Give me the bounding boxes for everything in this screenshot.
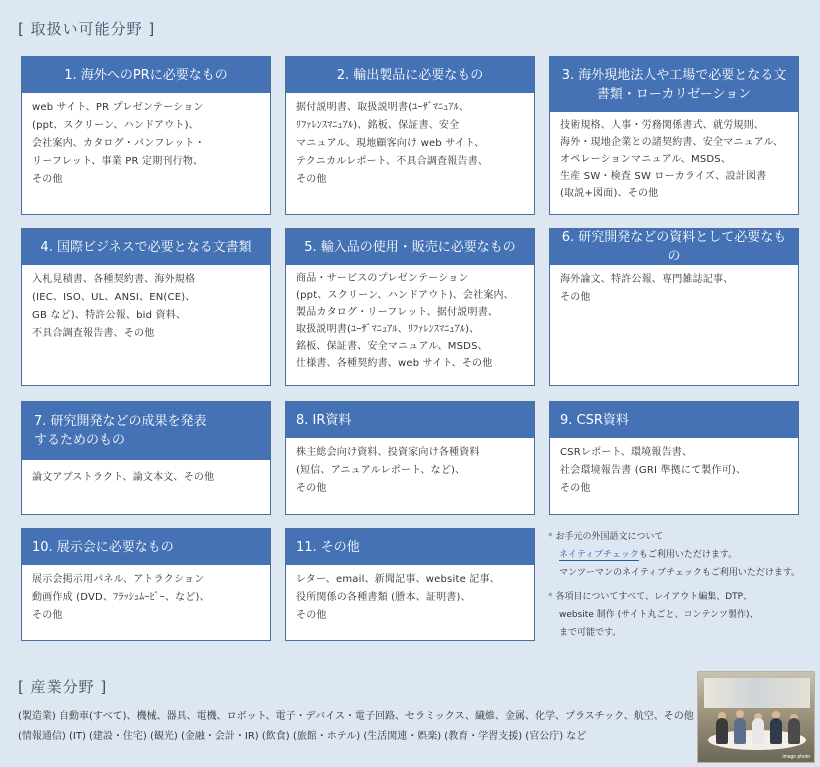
note-1-line-3: マンツーマンのネイティブチェックもご利用いただけます。 [559,568,801,578]
card-export [285,56,535,215]
card-body: 入札見積書、各種契約書、海外規格 (IEC、ISO、UL、ANSI、EN(CE)、 GB など)、特許公報、bid 資料、 不具合調査報告書、その他 [32,274,196,339]
card-body: レター、email、新聞記事、website 記事、 役所関係の各種書類 (謄本、証明書)、 その他 [296,574,500,621]
card-research-results [21,401,271,515]
note-2-line-2: website 制作 (サイト丸ごと、コンテンツ製作)、 [559,610,759,620]
note-text: お手元の外国語文について [555,532,664,542]
card-other [285,528,535,641]
photo-person [770,718,782,744]
card-body: 商品・サービスのプレゼンテーション (ppt、スクリーン、ハンドアウト)、会社案内、 製品カタログ・リーフレット、据付説明書、 取扱説明書(ﾕｰｻﾞﾏﾆｭｱﾙ、ﾘﾌｧﾚﾝｽﾏﾆｭｱﾙ)、 銘板、保証書、安全マニュアル、MSDS、 仕様書、各種契約書、web サイト、その他 [296,273,514,369]
photo-head [736,710,744,718]
card-body: 据付説明書、取扱説明書(ﾕｰｻﾞﾏﾆｭｱﾙ、 ﾘﾌｧﾚﾝｽﾏﾆｭｱﾙ)、銘板、保証書、安全 マニュアル、現地顧客向け web サイト、 テクニカルレポート、不具合調査報告書、 その他 [296,102,489,185]
asterisk-marker: * [548,592,553,602]
industry-list [18,707,694,747]
card-title: 9. CSR資料 [550,402,798,438]
asterisk-marker: * [548,532,553,542]
card-body: 論文アブストラクト、論文本文、その他 [32,472,215,483]
card-title: 1. 海外へのPRに必要なもの [22,57,270,93]
card-title: 3. 海外現地法人や工場で必要となる文書類・ローカリゼーション [550,57,798,112]
card-pr [21,56,271,215]
photo-window [704,678,810,708]
section-title-handling: [ 取扱い可能分野 ] [18,20,156,38]
card-body: CSRレポート、環境報告書、 社会環境報告書 (GRI 準拠にて製作可)、 その他 [560,447,747,494]
photo-person [788,718,800,744]
industry-line-2: (情報通信) (IT) (建設・住宅) (観光) (金融・会計・IR) (飲食) (旅館・ホテル) (生活関連・娯楽) (教育・学習支援) (官公庁) など [18,731,587,742]
photo-person [752,718,764,744]
meeting-photo [697,671,815,763]
note-1-line-2 [548,546,816,564]
card-title: 4. 国際ビジネスで必要となる文書類 [22,229,270,265]
card-title: 11. その他 [286,529,534,565]
card-overseas [549,56,799,215]
card-business [21,228,271,386]
card-csr [549,401,799,515]
industry-line-1: (製造業) 自動車(すべて)、機械、器具、電機、ロボット、電子・デバイス・電子回路、セラミックス、繊維、金属、化学、プラスチック、航空、その他 [18,711,694,722]
card-body: 技術規格、人事・労務関係書式、就労規則、 海外・現地企業との諸契約書、安全マニュアル、 オペレーションマニュアル、MSDS、 生産 SW・検査 SW ローカライズ、設計図書 (取説+図面)、その他 [560,120,784,199]
note-text: もご利用いただけます。 [638,550,738,560]
card-body: 海外論文、特許公報、専門雑誌記事、 その他 [560,274,734,303]
note-1-line-1 [548,528,816,546]
photo-person [716,718,728,744]
card-body: 株主総会向け資料、投資家向け各種資料 (短信、アニュアルレポート、など)、 その他 [296,447,480,494]
note-2-line-3: まで可能です。 [559,628,622,638]
note-2-line-1 [548,588,816,606]
photo-credit: image photo [782,754,810,760]
photo-person [734,718,746,744]
card-title: 5. 輸入品の使用・販売に必要なもの [286,229,534,265]
card-title: 6. 研究開発などの資料として必要なもの [550,229,798,265]
section-title-industry: [ 産業分野 ] [18,678,108,696]
card-title: 2. 輸出製品に必要なもの [286,57,534,93]
card-title: 10. 展示会に必要なもの [22,529,270,565]
card-title: 7. 研究開発などの成果を発表するためのもの [22,402,270,460]
notes-block [548,528,816,642]
card-title: 8. IR資料 [286,402,534,438]
card-ir [285,401,535,515]
card-import [285,228,535,386]
card-body: web サイト、PR プレゼンテーション (ppt、スクリーン、ハンドアウト)、 会社案内、カタログ・パンフレット・ リーフレット、事業 PR 定期刊行物、 その他 [32,102,205,185]
card-research-material [549,228,799,386]
card-body: 展示会掲示用パネル、アトラクション 動画作成 (DVD、ﾌﾗｯｼｭﾑｰﾋﾞｰ、など)、 その他 [32,574,210,621]
card-exhibition [21,528,271,641]
native-check-link[interactable]: ネイティブチェック [559,550,639,560]
note-text: 各項目についてすべて、レイアウト編集、DTP、 [555,592,753,602]
